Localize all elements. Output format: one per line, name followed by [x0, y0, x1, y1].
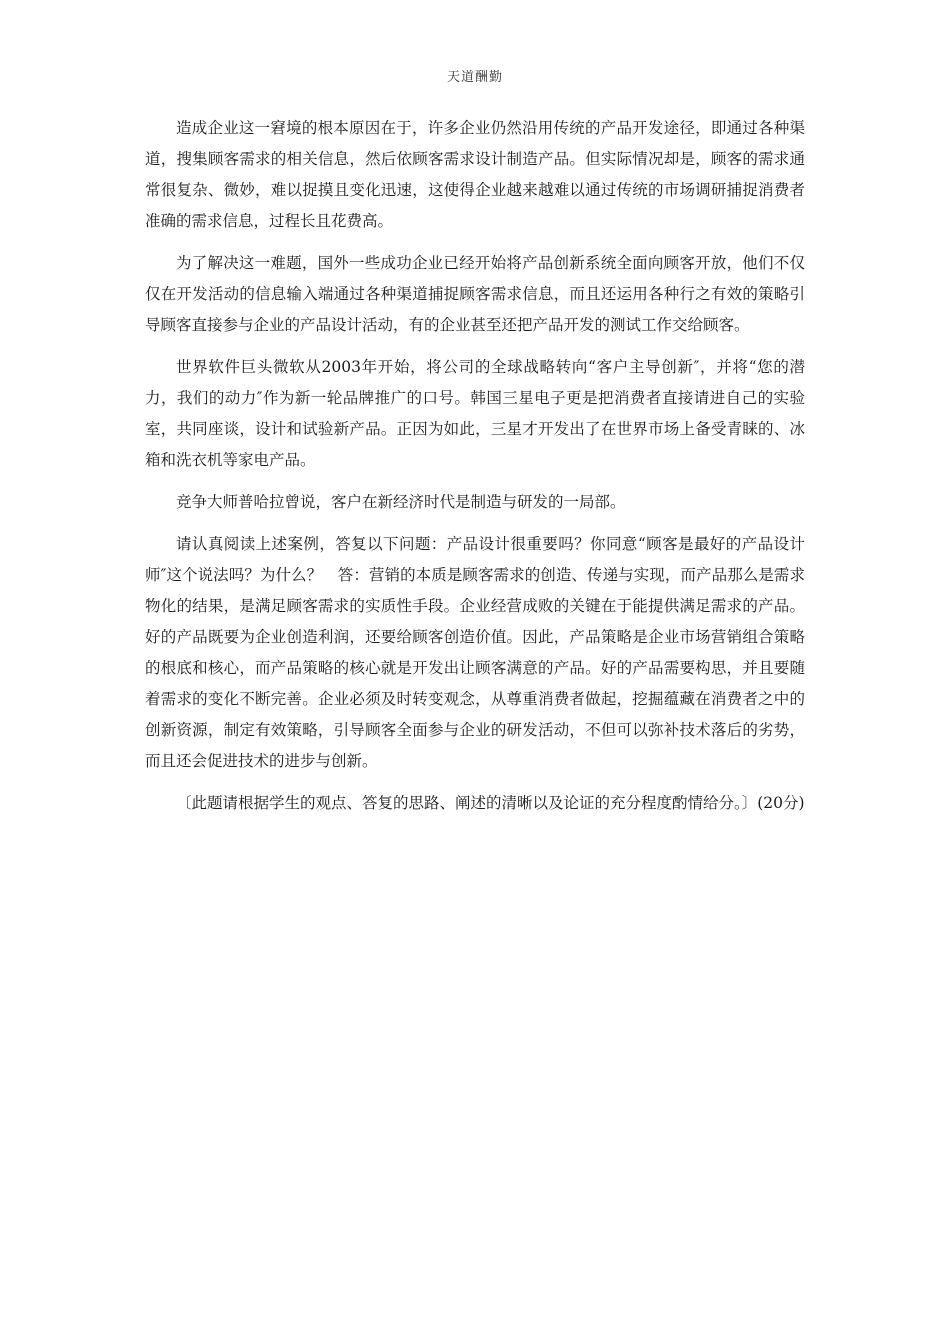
paragraph-grading-note: 〔此题请根据学生的观点、答复的思路、阐述的清晰以及论证的充分程度酌情给分。〕(20分)	[176, 794, 805, 812]
paragraph-solution: 为了解决这一难题，国外一些成功企业已经开始将产品创新系统全面向顾客开放，他们不仅仅在开发活动的信息输入端通过各种渠道捕捉顾客需求信息，而且还运用各种行之有效的策略引导顾客直接参与企业的产品设计活动，有的企业甚至还把产品开发的测试工作交给顾客。	[145, 254, 805, 334]
paragraph-examples: 世界软件巨头微软从2003年开始，将公司的全球战略转向“客户主导创新″，并将“您的潜力，我们的动力″作为新一轮品牌推广的口号。韩国三星电子更是把消费者直接请进自己的实验室，共同座谈，设计和试验新产品。正因为如此，三星才开发出了在世界市场上备受青睐的、冰箱和洗衣机等家电产品。	[145, 358, 805, 469]
paragraph-cause: 造成企业这一窘境的根本原因在于，许多企业仍然沿用传统的产品开发途径，即通过各种渠道，搜集顾客需求的相关信息，然后依顾客需求设计制造产品。但实际情况却是，顾客的需求通常很复杂、微妙，难以捉摸且变化迅速，这使得企业越来越难以通过传统的市场调研捕捉消费者准确的需求信息，过程长且花费高。	[145, 119, 805, 230]
paragraph-quote: 竞争大师普哈拉曾说，客户在新经济时代是制造与研发的一局部。	[176, 493, 626, 511]
paragraph-question-answer: 请认真阅读上述案例，答复以下问题：产品设计很重要吗？你同意“顾客是最好的产品设计师″这个说法吗？为什么？ 答：营销的本质是顾客需求的创造、传递与实现，而产品那么是需求物化的结果，是满足顾客需求的实质性手段。企业经营成败的关键在于能提供满足需求的产品。好的产品既要为企业创造利润，还要给顾客创造价值。因此，产品策略是企业市场营销组合策略的根底和核心，而产品策略的核心就是开发出让顾客满意的产品。好的产品需要构思，并且要随着需求的变化不断完善。企业必须及时转变观念，从尊重消费者做起，挖掘蕴藏在消费者之中的创新资源，制定有效策略，引导顾客全面参与企业的研发活动，不但可以弥补技术落后的劣势，而且还会促进技术的进步与创新。	[145, 535, 805, 770]
page-header: 天道酬勤	[446, 70, 503, 85]
document-body	[145, 113, 805, 830]
